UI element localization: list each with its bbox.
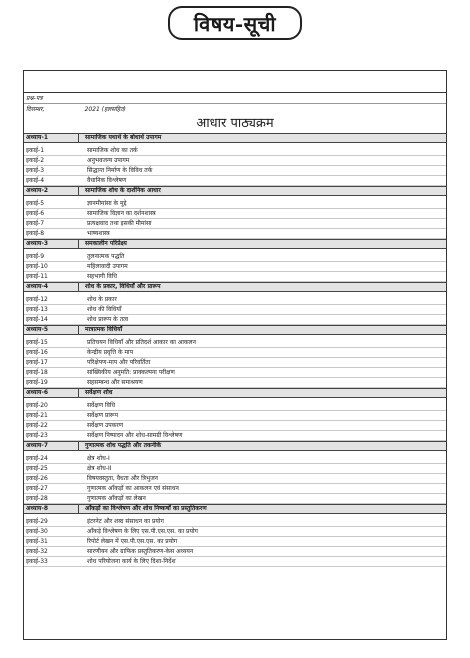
chapter-row xyxy=(24,441,446,451)
unit-row xyxy=(24,411,446,421)
chapter-title: गुणात्मक शोध पद्धति और तकनीकें xyxy=(85,442,162,449)
unit-title: शोध परियोजना कार्य के लिए दिशा-निर्देश xyxy=(87,558,176,565)
unit-title: विषयवस्तुता, वैधता और त्रिभुजन xyxy=(87,475,158,482)
chapter-number: अध्याय-6 xyxy=(24,389,79,397)
unit-row xyxy=(24,484,446,494)
unit-title: भाष्यशास्त्र xyxy=(87,230,110,237)
unit-number: इकाई-27 xyxy=(26,485,48,492)
unit-row xyxy=(24,315,446,325)
unit-title: सहसम्बन्ध और समाश्रयण xyxy=(87,379,143,386)
chapter-number: अध्याय-3 xyxy=(24,240,79,248)
chapter-title: शोध के प्रकार, विधियाँ और प्रारूप xyxy=(85,283,161,290)
unit-number: इकाई-23 xyxy=(26,432,48,439)
unit-number: इकाई-4 xyxy=(26,177,45,184)
chapter-row xyxy=(24,239,446,249)
unit-title: सामाजिक शोध का तर्क xyxy=(87,147,138,154)
unit-title: सर्वेक्षण प्रारूप xyxy=(87,412,118,419)
unit-number: इकाई-13 xyxy=(26,306,48,313)
unit-row xyxy=(24,494,446,504)
unit-number: इकाई-8 xyxy=(26,230,45,237)
chapter-number: अध्याय-7 xyxy=(24,442,79,450)
unit-title: ज्ञानमीमांसा के मुद्दे xyxy=(87,200,127,207)
unit-row xyxy=(24,176,446,186)
title-area xyxy=(0,6,470,50)
unit-number: इकाई-19 xyxy=(26,379,48,386)
unit-title: सारणीयन और ग्राफिक प्रस्तुतिकरण-केस अध्ययन xyxy=(87,548,194,555)
unit-title: रिपोर्ट लेखन में एस.पी.एस.एस. का प्रयोग xyxy=(87,538,178,545)
chapter-row xyxy=(24,388,446,398)
unit-title: सिद्धान्त निर्माण के विविध तर्क xyxy=(87,167,153,174)
unit-number: इकाई-9 xyxy=(26,253,45,260)
unit-title: सामाजिक विज्ञान का दर्शनशास्त्र xyxy=(87,210,156,217)
unit-row xyxy=(24,368,446,378)
unit-title: सहभागी विधि xyxy=(87,273,117,280)
chapter-row xyxy=(24,133,446,143)
paper-label: प्रश्न-पत्र xyxy=(26,95,43,102)
unit-title: शोध के प्रकार xyxy=(87,296,117,303)
unit-number: इकाई-31 xyxy=(26,538,48,545)
unit-title: प्रत्यक्षवाद तथा इसकी मीमांसा xyxy=(87,220,152,227)
paper-row xyxy=(24,93,446,104)
chapter-row xyxy=(24,186,446,196)
unit-title: शोध प्रारूप के तत्व xyxy=(87,316,129,323)
unit-number: इकाई-30 xyxy=(26,528,48,535)
chapter-title: मात्रात्मक विधियाँ xyxy=(85,326,123,333)
syllabus-heading: आधार पाठ्यक्रम xyxy=(196,116,274,131)
unit-number: इकाई-24 xyxy=(26,455,48,462)
unit-row xyxy=(24,421,446,431)
chapter-number: अध्याय-2 xyxy=(24,187,79,195)
unit-number: इकाई-5 xyxy=(26,200,45,207)
blank-row xyxy=(24,71,446,93)
unit-number: इकाई-2 xyxy=(26,157,45,164)
unit-number: इकाई-18 xyxy=(26,369,48,376)
unit-number: इकाई-32 xyxy=(26,548,48,555)
unit-number: इकाई-29 xyxy=(26,518,48,525)
unit-title: सर्वेक्षण निष्पादन और शोध-सामग्री विश्लेषण xyxy=(87,432,183,439)
unit-row xyxy=(24,338,446,348)
unit-title: गुणात्मक आँकड़ों का लेखन xyxy=(87,495,146,502)
unit-row xyxy=(24,146,446,156)
unit-row xyxy=(24,537,446,547)
unit-row xyxy=(24,358,446,368)
unit-title: प्रतिचयन विधियाँ और प्रतिदर्श आकार का आकलन xyxy=(87,339,196,346)
unit-title: सर्वेक्षण विधि xyxy=(87,402,116,409)
unit-row xyxy=(24,431,446,441)
unit-row xyxy=(24,378,446,388)
chapter-number: अध्याय-5 xyxy=(24,326,79,334)
unit-title: तुलनात्मक पद्धति xyxy=(87,253,125,260)
unit-title: सांख्यिकीय अनुमति: प्राक्कल्पना परीक्षण xyxy=(87,369,175,376)
chapter-number: अध्याय-8 xyxy=(24,505,79,513)
unit-row xyxy=(24,166,446,176)
month-row xyxy=(24,104,446,115)
sections-list xyxy=(24,133,446,567)
unit-number: इकाई-25 xyxy=(26,465,48,472)
unit-number: इकाई-22 xyxy=(26,422,48,429)
unit-row xyxy=(24,199,446,209)
unit-number: इकाई-6 xyxy=(26,210,45,217)
unit-row xyxy=(24,557,446,567)
unit-row xyxy=(24,547,446,557)
chapter-title: सामाजिक यथार्थ के बोधार्थ उपागम xyxy=(85,134,162,141)
unit-row xyxy=(24,156,446,166)
unit-number: इकाई-26 xyxy=(26,475,48,482)
chapter-title: सामाजिक शोध के दार्शनिक आधार xyxy=(85,187,161,194)
unit-number: इकाई-16 xyxy=(26,349,48,356)
unit-title: केन्द्रीय प्रवृत्ति के माप xyxy=(87,349,134,356)
unit-number: इकाई-7 xyxy=(26,220,45,227)
page-title: विषय-सूची xyxy=(168,6,302,40)
unit-title: परिक्षेपण-माप और परिवर्तिता xyxy=(87,359,151,366)
chapter-number: अध्याय-4 xyxy=(24,283,79,291)
unit-row xyxy=(24,272,446,282)
unit-title: महिलावादी उपागम xyxy=(87,263,128,270)
unit-row xyxy=(24,401,446,411)
unit-number: इकाई-28 xyxy=(26,495,48,502)
unit-number: इकाई-14 xyxy=(26,316,48,323)
unit-title: अनुभवजन्य उपागम xyxy=(87,157,130,164)
chapter-row xyxy=(24,504,446,514)
unit-row xyxy=(24,229,446,239)
chapter-title: आँकड़ों का विश्लेषण और शोध निष्कर्षों का प्रस्तुतिकरण xyxy=(85,505,207,512)
chapter-title: सर्वेक्षण शोध xyxy=(85,389,113,396)
unit-number: इकाई-12 xyxy=(26,296,48,303)
unit-number: इकाई-33 xyxy=(26,558,48,565)
unit-title: क्षेत्र शोध-II xyxy=(87,465,112,472)
unit-row xyxy=(24,209,446,219)
unit-number: इकाई-1 xyxy=(26,147,45,154)
unit-title: आँकड़े विश्लेषण के लिए एस.पी.एस.एस. का प्रयोग xyxy=(87,528,198,535)
unit-row xyxy=(24,527,446,537)
unit-row xyxy=(24,252,446,262)
unit-number: इकाई-20 xyxy=(26,402,48,409)
unit-title: गुणात्मक आँकड़ों का आकलन एवं संसाधन xyxy=(87,485,179,492)
month-value: 2021 (हलसहित) xyxy=(84,106,126,113)
unit-number: इकाई-21 xyxy=(26,412,48,419)
chapter-row xyxy=(24,282,446,292)
unit-row xyxy=(24,454,446,464)
unit-number: इकाई-17 xyxy=(26,359,48,366)
month-label: दिसम्बर, xyxy=(26,106,45,113)
unit-row xyxy=(24,464,446,474)
unit-title: इंटरनेट और शब्द संसाधन का प्रयोग xyxy=(87,518,164,525)
unit-row xyxy=(24,517,446,527)
unit-row xyxy=(24,348,446,358)
unit-row xyxy=(24,219,446,229)
unit-number: इकाई-11 xyxy=(26,273,48,280)
unit-title: सर्वेक्षण उपकरण xyxy=(87,422,124,429)
unit-number: इकाई-10 xyxy=(26,263,48,270)
unit-row xyxy=(24,295,446,305)
contents-table xyxy=(23,70,447,640)
chapter-title: समकालीन परिप्रेक्ष्य xyxy=(85,240,127,247)
chapter-number: अध्याय-1 xyxy=(24,134,79,142)
unit-title: क्षेत्र शोध-I xyxy=(87,455,110,462)
unit-title: शोध की विधियाँ xyxy=(87,306,122,313)
unit-number: इकाई-15 xyxy=(26,339,48,346)
unit-row xyxy=(24,474,446,484)
unit-row xyxy=(24,305,446,315)
unit-row xyxy=(24,262,446,272)
unit-number: इकाई-3 xyxy=(26,167,45,174)
unit-title: वैधानिक विश्लेषण xyxy=(87,177,127,184)
chapter-row xyxy=(24,325,446,335)
